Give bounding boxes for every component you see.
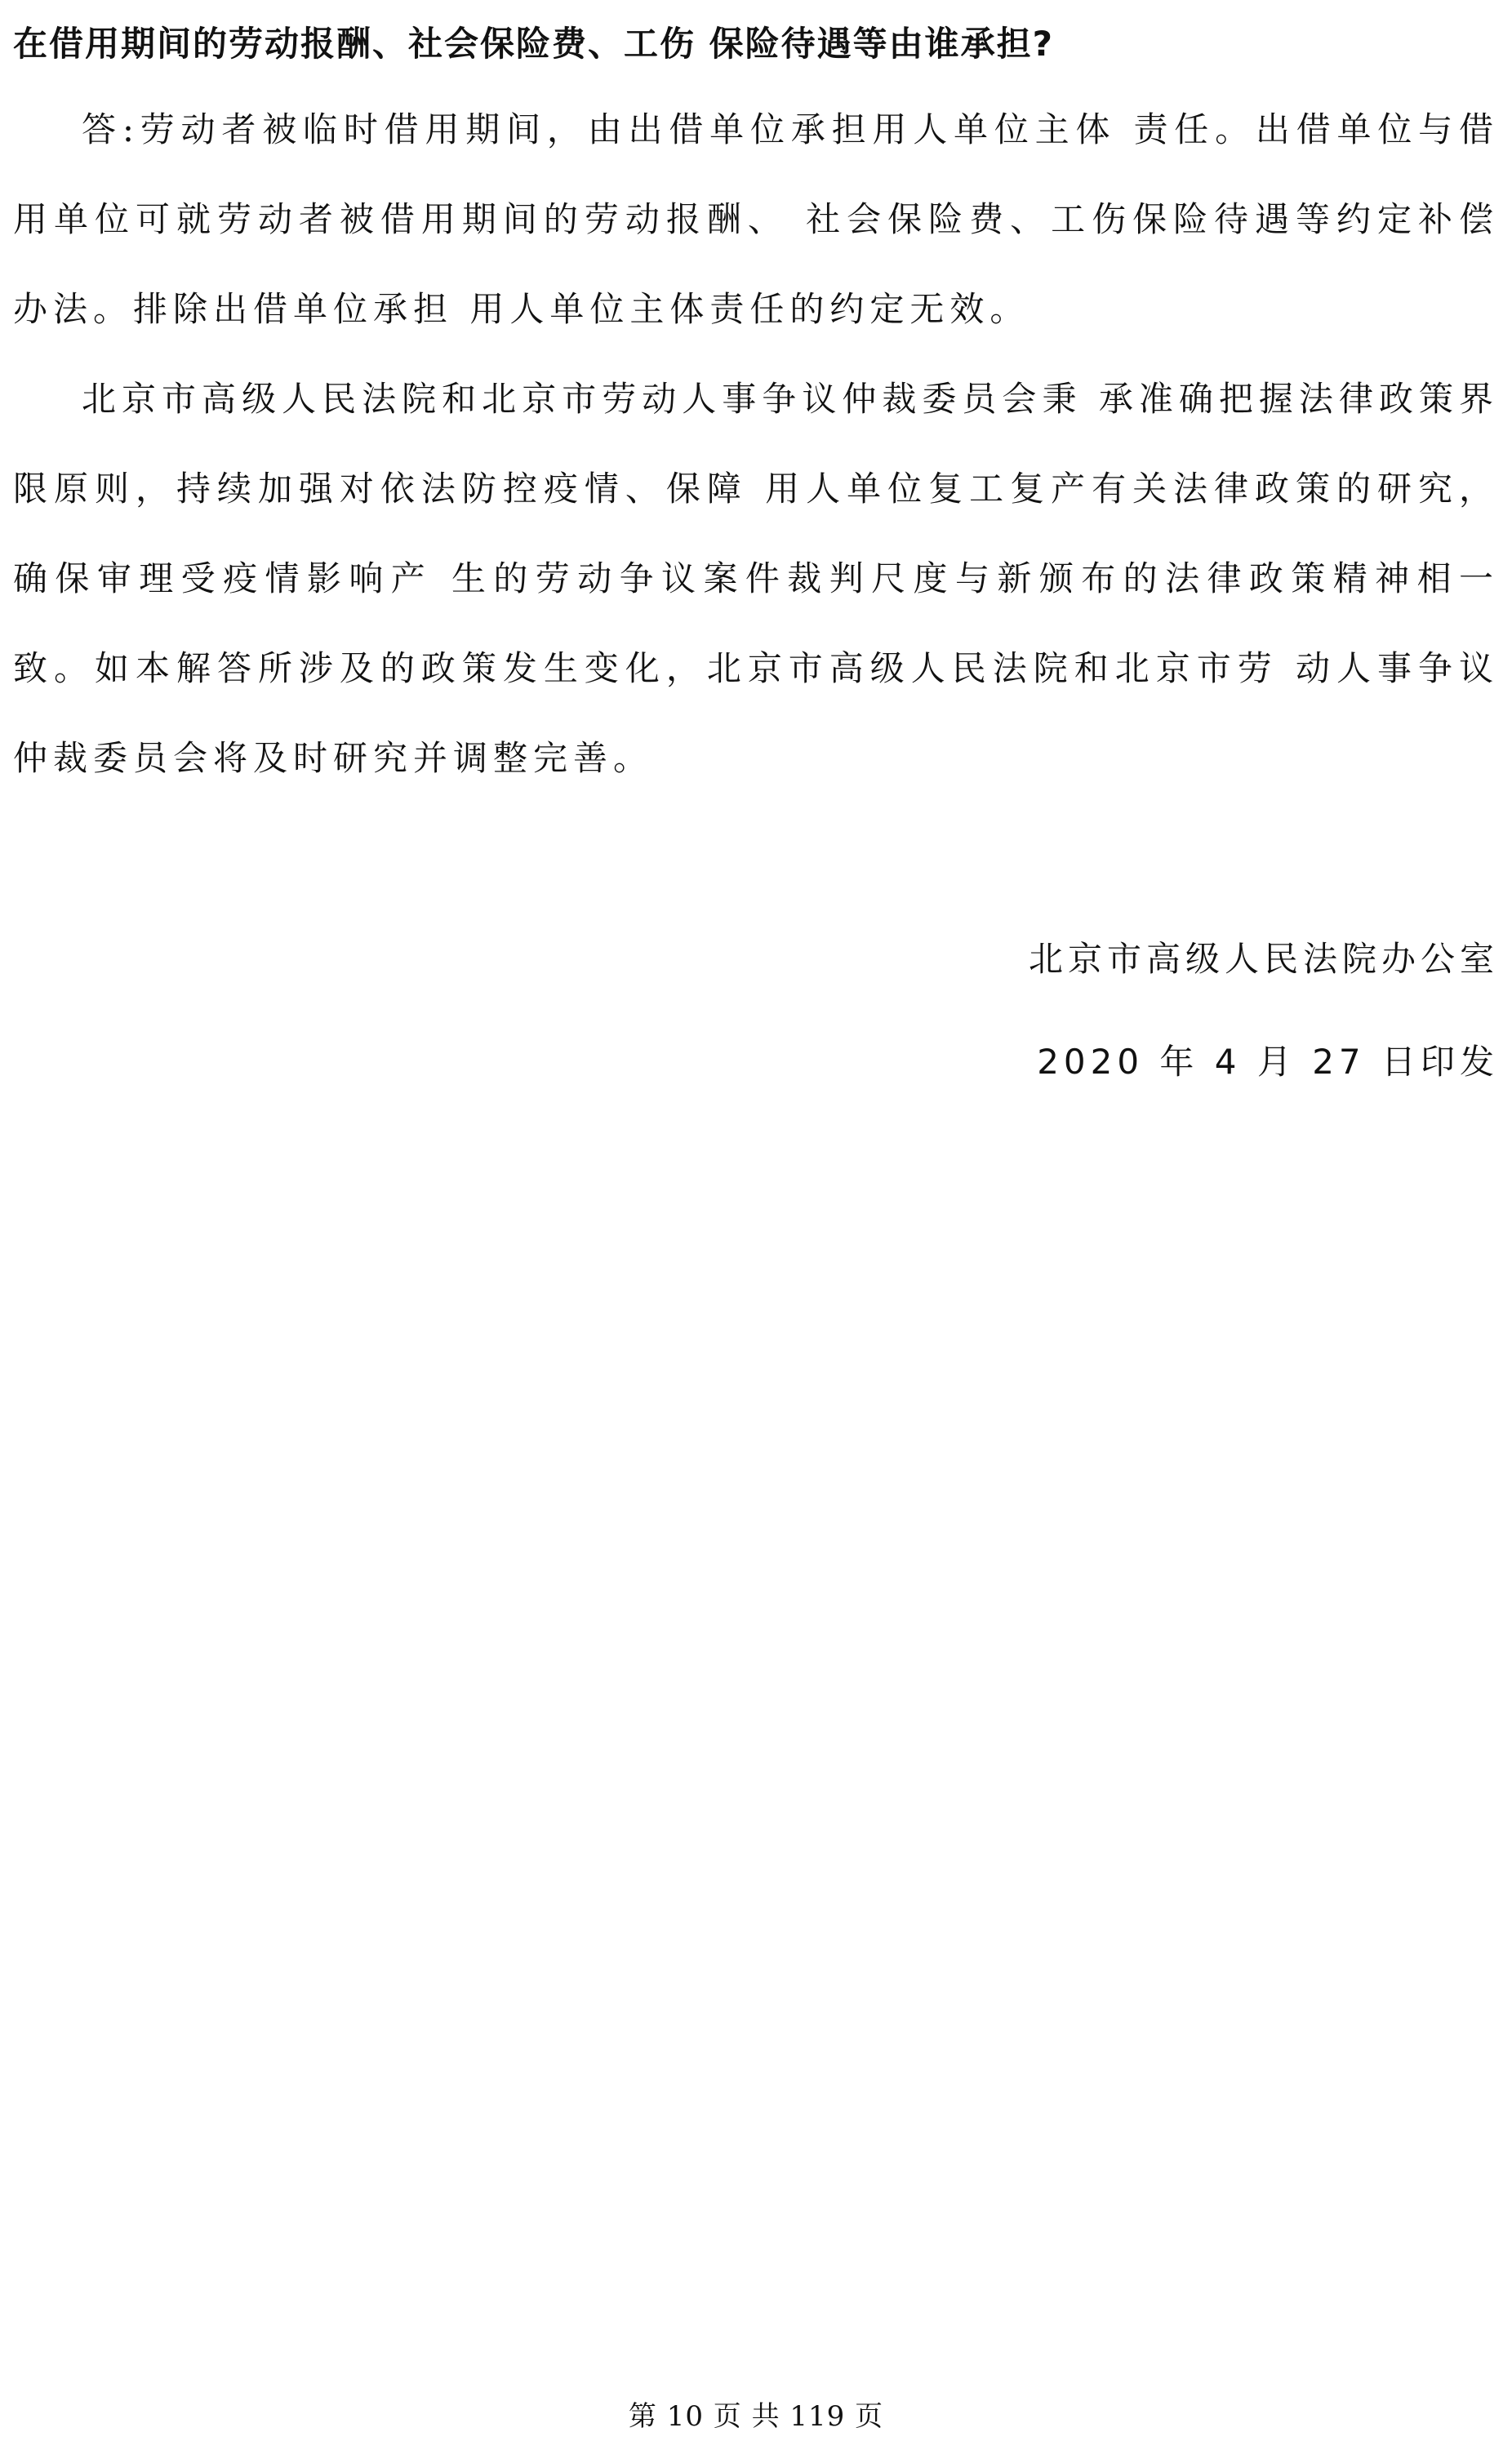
question-heading: 在借用期间的劳动报酬、社会保险费、工伤 保险待遇等由谁承担?: [13, 24, 1054, 64]
page-number-footer: 第 10 页 共 119 页: [628, 2400, 884, 2433]
document-body: [13, 11, 1499, 803]
signature-block: [1029, 931, 1499, 1091]
issuer-name: 北京市高级人民法院办公室: [1028, 939, 1499, 979]
closing-paragraph: 北京市高级人民法院和北京市劳动人事争议仲裁委员会秉 承准确把握法律政策界限原则，持续加强对依法防控疫情、保障 用人单位复工复产有关法律政策的研究，确保审理受疫情影响产 生的劳动争议案件裁判尺度与新颁布的法律政策精神相一致。如本解答所涉及的政策发生变化，北京市高级人民法院和北京市劳 动人事争议仲裁委员会将及时研究并调整完善。: [13, 379, 1499, 778]
answer-paragraph: 答:劳动者被临时借用期间，由出借单位承担用人单位主体 责任。出借单位与借用单位可就劳动者被借用期间的劳动报酬、 社会保险费、工伤保险待遇等约定补偿办法。排除出借单位承担 用人单位主体责任的约定无效。: [13, 109, 1499, 329]
issue-date: 2020 年 4 月 27 日印发: [1037, 1042, 1499, 1082]
